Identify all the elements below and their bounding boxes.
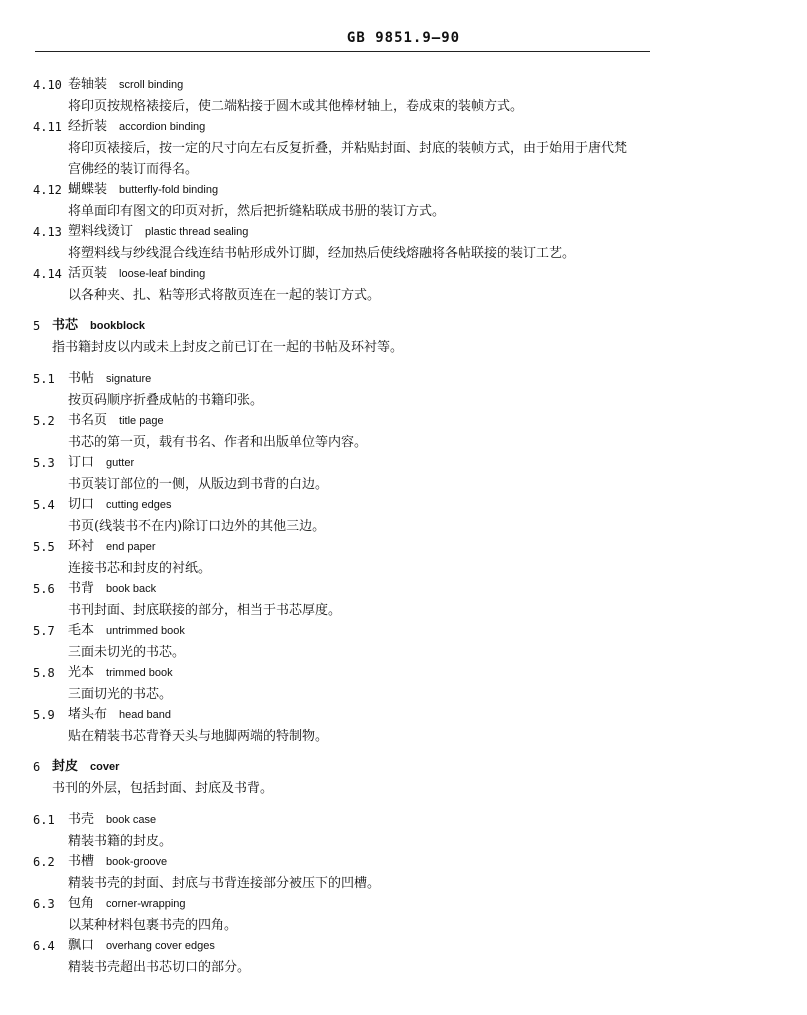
term-definition: 书刊封面、封底联接的部分，相当于书芯厚度。 (68, 603, 342, 618)
term-heading (68, 77, 183, 93)
term-definition: 精装书籍的封皮。 (68, 834, 173, 849)
term-heading (68, 623, 185, 639)
term-english: book case (106, 814, 157, 826)
term-definition: 书页(线装书不在内)除订口边外的其他三边。 (68, 519, 326, 534)
term-definition: 将塑料线与纱线混合线连结书帖形成外订脚，经加热后使线熔融将各帖联接的装订工艺。 (68, 246, 576, 261)
term-english: scroll binding (119, 79, 184, 91)
term-english: corner-wrapping (106, 898, 186, 910)
term-number: 5.7 (33, 624, 55, 638)
term-english: accordion binding (119, 121, 206, 133)
term-number: 6.4 (33, 939, 55, 953)
term-english: loose-leaf binding (119, 268, 206, 280)
term-heading (68, 665, 173, 681)
term-heading (68, 497, 171, 513)
term-definition: 贴在精装书芯背脊天头与地脚两端的特制物。 (68, 729, 329, 744)
term-definition: 三面切光的书芯。 (68, 687, 173, 702)
term-definition: 宫佛经的装订而得名。 (68, 162, 199, 177)
term-heading (68, 182, 218, 198)
term-chinese: 飘口 (68, 938, 95, 953)
term-english: signature (106, 373, 152, 385)
term-chinese: 堵头布 (68, 707, 108, 722)
term-definition: 连接书芯和封皮的衬纸。 (68, 561, 212, 576)
term-chinese: 书壳 (68, 812, 95, 827)
term-heading (68, 707, 171, 723)
term-english: bookblock (90, 320, 146, 332)
term-definition: 三面未切光的书芯。 (68, 645, 186, 660)
term-chinese: 书槽 (68, 854, 95, 869)
term-english: book-groove (106, 856, 168, 868)
term-heading (68, 455, 134, 471)
term-number: 4.12 (33, 183, 62, 197)
term-number: 4.13 (33, 225, 62, 239)
section-heading (52, 318, 145, 334)
term-heading (68, 413, 164, 429)
term-definition: 将印页按规格裱接后，使二端粘接于圆木或其他棒材轴上，卷成束的装帧方式。 (68, 99, 524, 114)
term-definition: 精装书壳超出书芯切口的部分。 (68, 960, 251, 975)
term-heading (68, 539, 156, 555)
term-heading (68, 119, 205, 135)
term-number: 5.5 (33, 540, 55, 554)
term-english: overhang cover edges (106, 940, 215, 952)
term-chinese: 环衬 (68, 539, 95, 554)
term-number: 4.10 (33, 78, 62, 92)
term-definition: 按页码顺序折叠成帖的书籍印张。 (68, 393, 264, 408)
term-heading (68, 812, 156, 828)
term-heading (68, 371, 151, 387)
term-heading (68, 938, 215, 954)
term-english: gutter (106, 457, 135, 469)
term-definition: 将印页裱接后，按一定的尺寸向左右反复折叠，并粘贴封面、封底的装帧方式，由于始用于唐代梵 (68, 141, 628, 156)
term-number: 5.4 (33, 498, 55, 512)
term-english: cutting edges (106, 499, 172, 511)
term-definition: 精装书壳的封面、封底与书背连接部分被压下的凹槽。 (68, 876, 381, 891)
term-number: 5 (33, 319, 41, 333)
term-chinese: 切口 (68, 497, 95, 512)
term-heading (68, 266, 205, 282)
term-english: end paper (106, 541, 156, 553)
term-english: head band (119, 709, 172, 721)
term-chinese: 订口 (68, 455, 95, 470)
section-heading (52, 759, 119, 775)
term-definition: 将单面印有图文的印页对折，然后把折缝粘联成书册的装订方式。 (68, 204, 446, 219)
term-heading (68, 581, 156, 597)
term-number: 6.1 (33, 813, 55, 827)
term-english: book back (106, 583, 157, 595)
document-header-title: GB 9851.9—90 (346, 30, 461, 46)
term-number: 5.2 (33, 414, 55, 428)
header-rule (35, 51, 650, 52)
term-number: 5.6 (33, 582, 55, 596)
term-definition: 以某种材料包裹书壳的四角。 (68, 918, 238, 933)
term-heading (68, 896, 186, 912)
term-number: 5.3 (33, 456, 55, 470)
term-definition: 书页装订部位的一侧，从版边到书背的白边。 (68, 477, 329, 492)
term-chinese: 塑料线烫订 (68, 224, 134, 239)
term-number: 6 (33, 760, 41, 774)
term-number: 4.14 (33, 267, 62, 281)
term-number: 5.8 (33, 666, 55, 680)
term-chinese: 蝴蝶装 (68, 182, 108, 197)
term-chinese: 卷轴装 (68, 77, 108, 92)
term-chinese: 书帖 (68, 371, 95, 386)
term-heading (68, 854, 167, 870)
term-definition: 以各种夹、扎、粘等形式将散页连在一起的装订方式。 (68, 288, 381, 303)
term-number: 5.9 (33, 708, 55, 722)
term-heading (68, 224, 248, 240)
term-chinese: 书名页 (68, 413, 108, 428)
term-english: cover (90, 761, 120, 773)
term-chinese: 经折装 (68, 119, 108, 134)
term-chinese: 书芯 (52, 318, 79, 333)
term-chinese: 光本 (68, 665, 95, 680)
term-number: 5.1 (33, 372, 55, 386)
term-english: butterfly-fold binding (119, 184, 219, 196)
term-chinese: 包角 (68, 896, 95, 911)
term-number: 6.2 (33, 855, 55, 869)
term-definition: 书刊的外层，包括封面、封底及书背。 (52, 781, 274, 796)
term-number: 4.11 (33, 120, 62, 134)
term-chinese: 活页装 (68, 266, 108, 281)
term-number: 6.3 (33, 897, 55, 911)
term-english: untrimmed book (106, 625, 185, 637)
term-definition: 书芯的第一页，载有书名、作者和出版单位等内容。 (68, 435, 368, 450)
term-english: trimmed book (106, 667, 173, 679)
term-chinese: 毛本 (68, 623, 95, 638)
term-definition: 指书籍封皮以内或未上封皮之前已订在一起的书帖及环衬等。 (52, 340, 404, 355)
term-chinese: 封皮 (52, 759, 79, 774)
term-english: plastic thread sealing (145, 226, 249, 238)
term-english: title page (119, 415, 164, 427)
term-chinese: 书背 (68, 581, 95, 596)
